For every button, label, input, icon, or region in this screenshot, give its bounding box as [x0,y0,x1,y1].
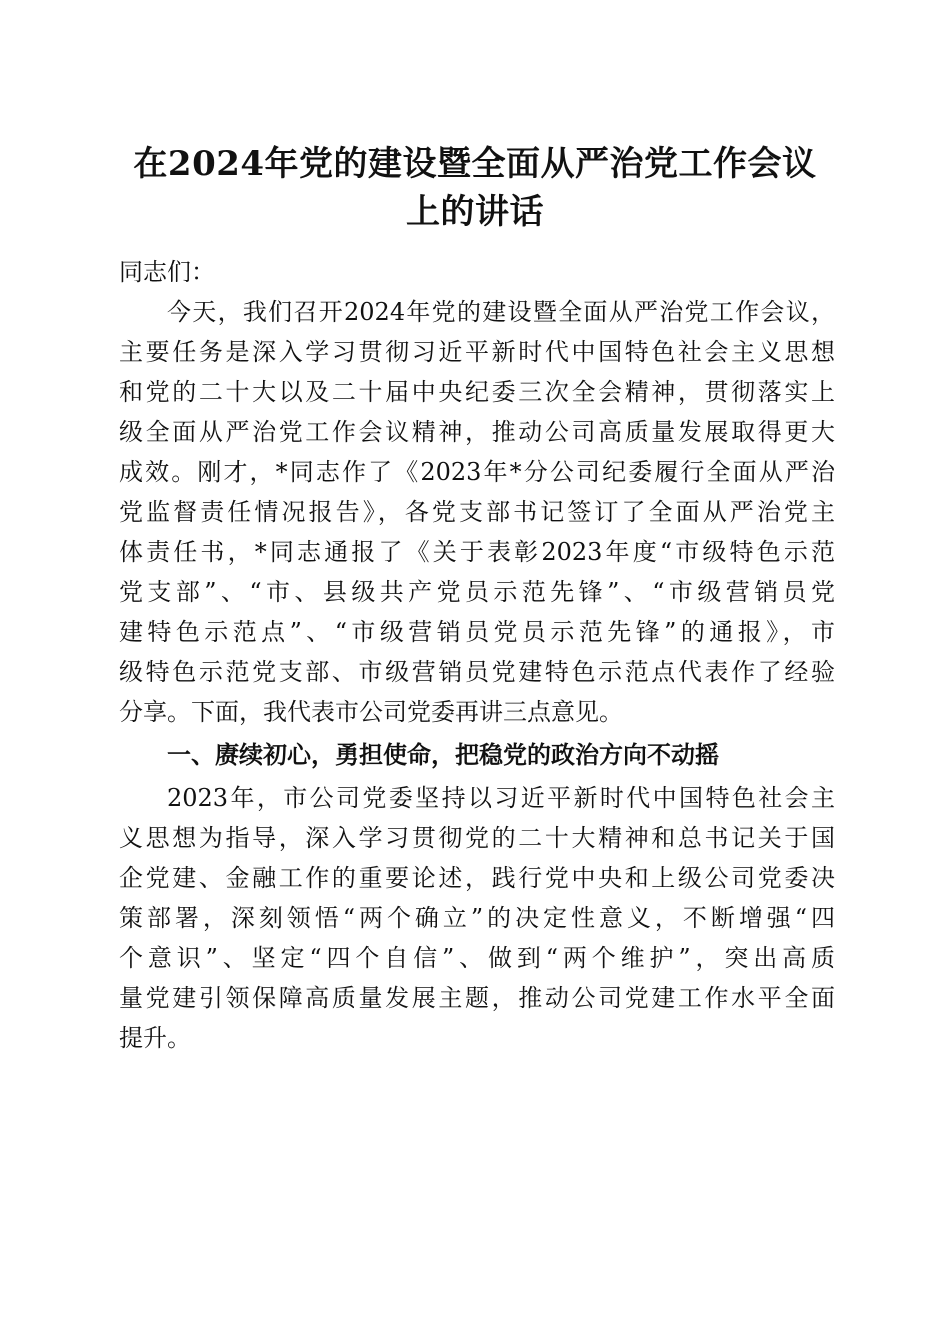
paragraph-line: 2023年，市公司党委坚持以习近平新时代中国特色社会主 [167,784,835,812]
paragraph-line: 建特色示范点”、“市级营销员党员示范先锋”的通报》，市 [119,618,835,646]
title-line-1: 在2024年党的建设暨全面从严治党工作会议 [133,144,817,184]
document-title [120,140,830,236]
document-body [119,252,835,1058]
paragraph-line: 成效。刚才，*同志作了《2023年*分公司纪委履行全面从严治 [119,458,835,486]
paragraph-line: 和党的二十大以及二十届中央纪委三次全会精神，贯彻落实上 [119,378,835,406]
paragraph-line: 党支部”、“市、县级共产党员示范先锋”、“市级营销员党 [119,578,835,606]
paragraph-line: 分享。下面，我代表市公司党委再讲三点意见。 [119,698,623,726]
paragraph-line: 级全面从严治党工作会议精神，推动公司高质量发展取得更大 [119,418,835,446]
paragraph-intro [119,292,835,732]
paragraph-line: 量党建引领保障高质量发展主题，推动公司党建工作水平全面 [119,984,835,1012]
paragraph-line: 体责任书，*同志通报了《关于表彰2023年度“市级特色示范 [119,538,835,566]
salutation: 同志们： [119,258,215,286]
paragraph-line: 个意识”、坚定“四个自信”、做到“两个维护”，突出高质 [119,944,835,972]
paragraph-line: 党监督责任情况报告》，各党支部书记签订了全面从严治党主 [119,498,835,526]
paragraph-line: 义思想为指导，深入学习贯彻党的二十大精神和总书记关于国 [119,824,835,852]
paragraph-line: 企党建、金融工作的重要论述，践行党中央和上级公司党委决 [119,864,835,892]
section-heading-1: 一、赓续初心，勇担使命，把稳党的政治方向不动摇 [167,741,719,769]
paragraph-line: 提升。 [119,1024,191,1052]
paragraph-line: 级特色示范党支部、市级营销员党建特色示范点代表作了经验 [119,658,835,686]
paragraph-line: 主要任务是深入学习贯彻习近平新时代中国特色社会主义思想 [119,338,835,366]
title-line-2: 上的讲话 [406,192,544,232]
paragraph-line: 策部署，深刻领悟“两个确立”的决定性意义，不断增强“四 [119,904,835,932]
paragraph-section-1 [119,778,835,1058]
paragraph-line: 今天，我们召开2024年党的建设暨全面从严治党工作会议， [167,298,835,326]
